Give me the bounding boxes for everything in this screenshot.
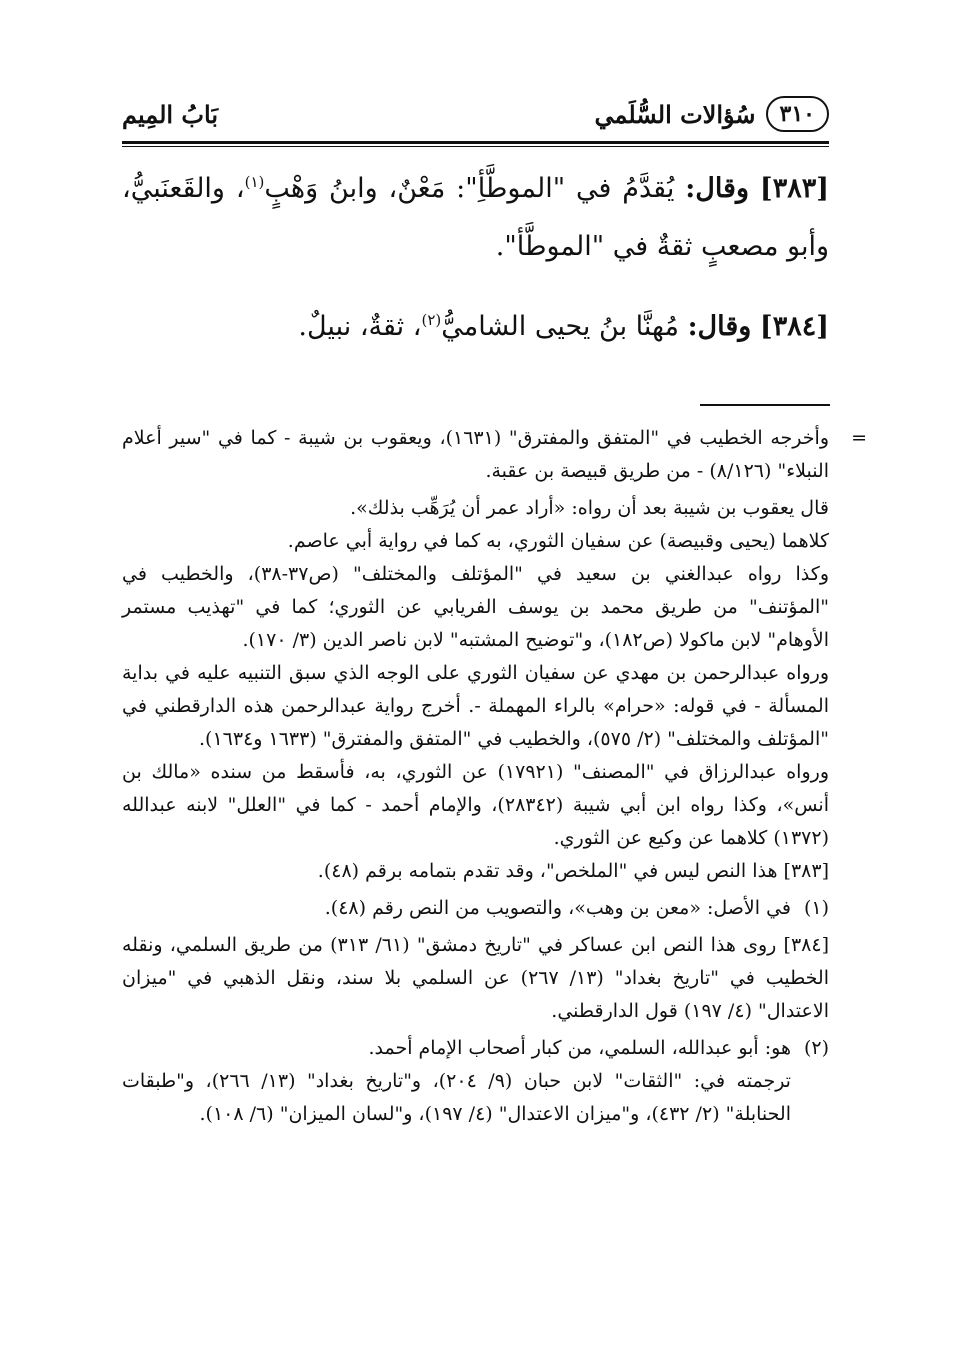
entry-number: [٣٨٣] [759, 173, 829, 204]
note-text: هذا النص ليس في "الملخص"، وقد تقدم بتمامه برقم (٤٨). [317, 860, 778, 882]
header-rule-thin [122, 146, 829, 147]
note-number: [٣٨٤] [783, 934, 830, 956]
note-text: روى هذا النص ابن عساكر في "تاريخ دمشق" (٦١/ ٣١٣) من طريق السلمي، ونقله الخطيب في "تاريخ بغداد" (١٣/ ٢٦٧) عن السلمي بلا سند، ونقل الذهبي في "ميزان الاعتدال" (٤/ ١٩٧) قول الدارقطني. [122, 934, 830, 1022]
note-text-extra: ترجمته في: "الثقات" لابن حبان (٩/ ٢٠٤)، و"تاريخ بغداد" (١٣/ ٢٦٦)، و"طبقات الحنابلة" (٢/ ٤٣٢)، و"ميزان الاعتدال" (٤/ ١٩٧)، و"لسان الميزان" (٦/ ١٠٨). [122, 1070, 791, 1125]
footnote-ref[interactable]: (٢) [421, 311, 442, 329]
footnote-ref[interactable]: (١) [244, 173, 265, 191]
entry-label: وقال: [685, 173, 750, 204]
note-number: (٢) [803, 1037, 829, 1059]
note-text: هو: أبو عبدالله، السلمي، من كبار أصحاب الإمام أحمد. [368, 1037, 791, 1059]
footnotes [122, 422, 867, 1135]
note-1 [122, 892, 829, 925]
entry-number: [٣٨٤] [759, 311, 829, 342]
footnote-paragraph: كلاهما (يحيى وقبيصة) عن سفيان الثوري، به كما في رواية أبي عاصم. [287, 530, 829, 552]
entry-label: وقال: [687, 311, 752, 342]
header-rule [122, 141, 829, 144]
footnote-paragraph: وكذا رواه عبدالغني بن سعيد في "المؤتلف والمختلف" (ص٣٧-٣٨)، والخطيب في "المؤتنف" من طريق محمد بن يوسف الفريابي عن الثوري؛ كما في "تهذيب مستمر الأوهام" لابن ماكولا (ص١٨٢)، و"توضيح المشتبه" لابن ناصر الدين (٣/ ١٧٠). [122, 563, 829, 651]
main-text [122, 160, 829, 356]
footnote-separator [700, 404, 830, 406]
footnote-paragraph: ورواه عبدالرزاق في "المصنف" (١٧٩٢١) عن الثوري، به، فأسقط من سنده «مالك بن أنس»، وكذا رواه ابن أبي شيبة (٢٨٣٤٢)، والإمام أحمد - كما في "العلل" لابنه عبدالله (١٣٧٢) كلاهما عن وكيع عن الثوري. [122, 761, 830, 849]
footnote-paragraph: ورواه عبدالرحمن بن مهدي عن سفيان الثوري على الوجه الذي سبق التنبيه عليه في بداية المسألة - في قوله: «حرام» بالراء المهملة -. أخرج رواية عبدالرحمن هذه الدارقطني في "المؤتلف والمختلف" (٢/ ٥٧٥)، والخطيب في "المتفق والمفترق" (١٦٣٣ و١٦٣٤). [122, 662, 829, 750]
entry-383 [122, 160, 829, 276]
chapter-title: بَابُ المِيم [122, 99, 219, 129]
entry-text: مُهنَّا بنُ يحيى الشاميُّ [441, 311, 679, 342]
note-number: [٣٨٣] [783, 860, 829, 882]
entry-text-cont: ، ثقةٌ، نبيلٌ. [298, 311, 422, 342]
entry-384 [122, 298, 829, 356]
footnote-paragraph: قال يعقوب بن شيبة بعد أن رواه: «أراد عمر أن يُرَهِّب بذلك». [350, 497, 829, 519]
continuation-mark: = [851, 427, 867, 449]
footnote-paragraph: وأخرجه الخطيب في "المتفق والمفترق" (١٦٣١)، ويعقوب بن شيبة - كما في "سير أعلام النبلاء" (٨/١٢٦) - من طريق قبيصة بن عقبة. [122, 427, 829, 482]
note-2 [122, 1032, 829, 1131]
note-text: في الأصل: «معن بن وهب»، والتصويب من النص رقم (٤٨). [324, 897, 791, 919]
entry-text-cont: ، والقَعنَبيُّ، وأبو مصعبٍ ثقةٌ في "الموطَّأ". [122, 173, 829, 262]
note-384 [122, 929, 829, 1028]
footnote-continuation [122, 422, 867, 488]
header-right [595, 96, 829, 132]
note-383 [122, 855, 829, 888]
page-number: ٣١٠ [766, 96, 829, 132]
entry-text: يُقدَّمُ في "الموطَّأِ": مَعْنٌ، وابنُ وَهْبٍ [264, 173, 675, 204]
book-title: سُؤالات السُّلَمي [594, 99, 756, 129]
page-header [122, 92, 829, 136]
note-number: (١) [803, 897, 829, 919]
